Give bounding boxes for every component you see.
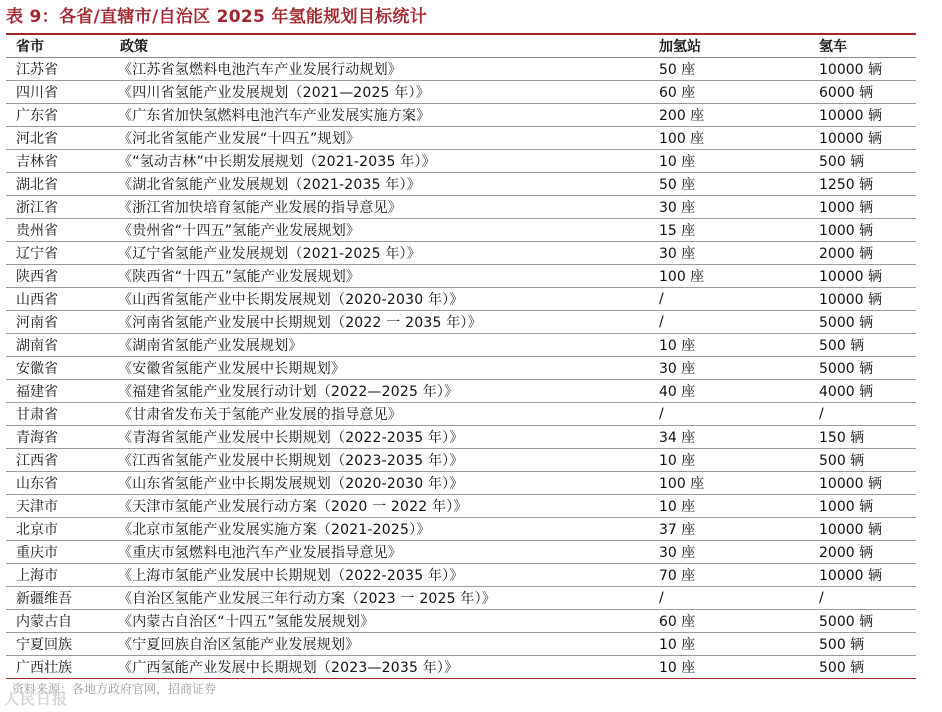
cell-province: 江西省	[6, 448, 110, 471]
cell-vehicles: 500 辆	[809, 448, 916, 471]
cell-policy: 《陕西省“十四五”氢能产业发展规划》	[110, 264, 649, 287]
cell-policy: 《自治区氢能产业发展三年行动方案（2023 一 2025 年）》	[110, 586, 649, 609]
cell-stations: /	[649, 402, 809, 425]
table-row	[6, 149, 916, 172]
cell-stations: 100 座	[649, 471, 809, 494]
cell-province: 广东省	[6, 103, 110, 126]
table-row	[6, 563, 916, 586]
cell-province: 辽宁省	[6, 241, 110, 264]
cell-province: 四川省	[6, 80, 110, 103]
cell-policy: 《上海市氢能产业发展中长期规划（2022-2035 年）》	[110, 563, 649, 586]
cell-stations: 200 座	[649, 103, 809, 126]
cell-stations: 37 座	[649, 517, 809, 540]
cell-vehicles: /	[809, 402, 916, 425]
footer-rule	[6, 678, 916, 679]
cell-stations: 70 座	[649, 563, 809, 586]
cell-province: 天津市	[6, 494, 110, 517]
cell-stations: /	[649, 586, 809, 609]
cell-stations: 34 座	[649, 425, 809, 448]
cell-stations: 10 座	[649, 149, 809, 172]
cell-vehicles: 500 辆	[809, 333, 916, 356]
cell-policy: 《湖南省氢能产业发展规划》	[110, 333, 649, 356]
cell-policy: 《天津市氢能产业发展行动方案（2020 一 2022 年）》	[110, 494, 649, 517]
cell-policy: 《四川省氢能产业发展规划（2021—2025 年）》	[110, 80, 649, 103]
cell-vehicles: 10000 辆	[809, 471, 916, 494]
table-row	[6, 103, 916, 126]
table-row	[6, 471, 916, 494]
cell-province: 江苏省	[6, 57, 110, 80]
cell-vehicles: 10000 辆	[809, 287, 916, 310]
cell-stations: 10 座	[649, 655, 809, 678]
cell-policy: 《“氢动吉林”中长期发展规划（2021-2035 年）》	[110, 149, 649, 172]
cell-vehicles: 10000 辆	[809, 57, 916, 80]
table-row	[6, 287, 916, 310]
cell-stations: 10 座	[649, 448, 809, 471]
cell-policy: 《广东省加快氢燃料电池汽车产业发展实施方案》	[110, 103, 649, 126]
cell-stations: 10 座	[649, 632, 809, 655]
table-row	[6, 494, 916, 517]
cell-vehicles: 500 辆	[809, 655, 916, 678]
cell-stations: 100 座	[649, 264, 809, 287]
cell-policy: 《辽宁省氢能产业发展规划（2021-2025 年）》	[110, 241, 649, 264]
cell-stations: /	[649, 287, 809, 310]
cell-stations: 30 座	[649, 356, 809, 379]
table-row	[6, 126, 916, 149]
table-body	[6, 57, 916, 678]
cell-stations: 15 座	[649, 218, 809, 241]
table-row	[6, 609, 916, 632]
table-row	[6, 448, 916, 471]
cell-policy: 《江西省氢能产业发展中长期规划（2023-2035 年）》	[110, 448, 649, 471]
cell-stations: 60 座	[649, 80, 809, 103]
cell-province: 安徽省	[6, 356, 110, 379]
cell-province: 湖北省	[6, 172, 110, 195]
cell-province: 河南省	[6, 310, 110, 333]
cell-policy: 《河南省氢能产业发展中长期规划（2022 一 2035 年）》	[110, 310, 649, 333]
cell-province: 新疆维吾	[6, 586, 110, 609]
cell-policy: 《青海省氢能产业发展中长期规划（2022-2035 年）》	[110, 425, 649, 448]
cell-policy: 《湖北省氢能产业发展规划（2021-2035 年）》	[110, 172, 649, 195]
cell-province: 山西省	[6, 287, 110, 310]
cell-policy: 《安徽省氢能产业发展中长期规划》	[110, 356, 649, 379]
cell-province: 上海市	[6, 563, 110, 586]
cell-province: 广西壮族	[6, 655, 110, 678]
cell-policy: 《内蒙古自治区“十四五”氢能发展规划》	[110, 609, 649, 632]
cell-stations: 100 座	[649, 126, 809, 149]
header-vehicles: 氢车	[809, 35, 916, 57]
header-province: 省市	[6, 35, 110, 57]
cell-province: 山东省	[6, 471, 110, 494]
cell-vehicles: 6000 辆	[809, 80, 916, 103]
cell-vehicles: 10000 辆	[809, 517, 916, 540]
cell-policy: 《广西氢能产业发展中长期规划（2023—2035 年）》	[110, 655, 649, 678]
header-stations: 加氢站	[649, 35, 809, 57]
cell-vehicles: 150 辆	[809, 425, 916, 448]
hydrogen-plan-table	[6, 35, 916, 679]
cell-province: 浙江省	[6, 195, 110, 218]
cell-policy: 《山东省氢能产业中长期发展规划（2020-2030 年）》	[110, 471, 649, 494]
table-header-row	[6, 35, 916, 57]
table-row	[6, 195, 916, 218]
cell-policy: 《贵州省“十四五”氢能产业发展规划》	[110, 218, 649, 241]
cell-vehicles: /	[809, 586, 916, 609]
table-row	[6, 540, 916, 563]
cell-vehicles: 4000 辆	[809, 379, 916, 402]
cell-province: 河北省	[6, 126, 110, 149]
cell-province: 吉林省	[6, 149, 110, 172]
table-row	[6, 310, 916, 333]
cell-stations: 30 座	[649, 195, 809, 218]
table-title: 表 9：各省/直辖市/自治区 2025 年氢能规划目标统计	[6, 7, 428, 27]
cell-vehicles: 1250 辆	[809, 172, 916, 195]
table-row	[6, 632, 916, 655]
table-row	[6, 586, 916, 609]
cell-stations: 50 座	[649, 57, 809, 80]
cell-vehicles: 10000 辆	[809, 103, 916, 126]
table-row	[6, 333, 916, 356]
table-row	[6, 402, 916, 425]
table-row	[6, 218, 916, 241]
cell-province: 贵州省	[6, 218, 110, 241]
cell-vehicles: 1000 辆	[809, 494, 916, 517]
cell-policy: 《北京市氢能产业发展实施方案（2021-2025）》	[110, 517, 649, 540]
cell-vehicles: 2000 辆	[809, 241, 916, 264]
cell-policy: 《重庆市氢燃料电池汽车产业发展指导意见》	[110, 540, 649, 563]
cell-stations: 30 座	[649, 540, 809, 563]
table-row	[6, 379, 916, 402]
header-policy: 政策	[110, 35, 649, 57]
cell-province: 重庆市	[6, 540, 110, 563]
table-row	[6, 172, 916, 195]
cell-policy: 《山西省氢能产业中长期发展规划（2020-2030 年）》	[110, 287, 649, 310]
table-row	[6, 356, 916, 379]
table-row	[6, 80, 916, 103]
table-row	[6, 57, 916, 80]
cell-stations: 60 座	[649, 609, 809, 632]
table-row	[6, 264, 916, 287]
cell-stations: 50 座	[649, 172, 809, 195]
cell-vehicles: 500 辆	[809, 149, 916, 172]
cell-vehicles: 5000 辆	[809, 609, 916, 632]
table-row	[6, 241, 916, 264]
cell-vehicles: 1000 辆	[809, 218, 916, 241]
cell-province: 内蒙古自	[6, 609, 110, 632]
cell-policy: 《宁夏回族自治区氢能产业发展规划》	[110, 632, 649, 655]
cell-vehicles: 10000 辆	[809, 126, 916, 149]
cell-stations: /	[649, 310, 809, 333]
table-row	[6, 655, 916, 678]
cell-province: 青海省	[6, 425, 110, 448]
cell-vehicles: 10000 辆	[809, 563, 916, 586]
cell-policy: 《浙江省加快培育氢能产业发展的指导意见》	[110, 195, 649, 218]
cell-policy: 《河北省氢能产业发展“十四五”规划》	[110, 126, 649, 149]
table-row	[6, 517, 916, 540]
cell-policy: 《甘肃省发布关于氢能产业发展的指导意见》	[110, 402, 649, 425]
cell-vehicles: 2000 辆	[809, 540, 916, 563]
cell-policy: 《福建省氢能产业发展行动计划（2022—2025 年）》	[110, 379, 649, 402]
cell-province: 北京市	[6, 517, 110, 540]
cell-vehicles: 500 辆	[809, 632, 916, 655]
cell-province: 福建省	[6, 379, 110, 402]
cell-policy: 《江苏省氢燃料电池汽车产业发展行动规划》	[110, 57, 649, 80]
cell-stations: 10 座	[649, 333, 809, 356]
cell-stations: 30 座	[649, 241, 809, 264]
cell-province: 宁夏回族	[6, 632, 110, 655]
cell-vehicles: 5000 辆	[809, 310, 916, 333]
source-note: 资料来源：各地方政府官网，招商证券	[12, 682, 217, 696]
cell-vehicles: 1000 辆	[809, 195, 916, 218]
cell-vehicles: 10000 辆	[809, 264, 916, 287]
cell-province: 甘肃省	[6, 402, 110, 425]
cell-province: 陕西省	[6, 264, 110, 287]
cell-vehicles: 5000 辆	[809, 356, 916, 379]
table-row	[6, 425, 916, 448]
cell-province: 湖南省	[6, 333, 110, 356]
cell-stations: 10 座	[649, 494, 809, 517]
cell-stations: 40 座	[649, 379, 809, 402]
watermark-logo: 人民日报	[4, 690, 69, 708]
